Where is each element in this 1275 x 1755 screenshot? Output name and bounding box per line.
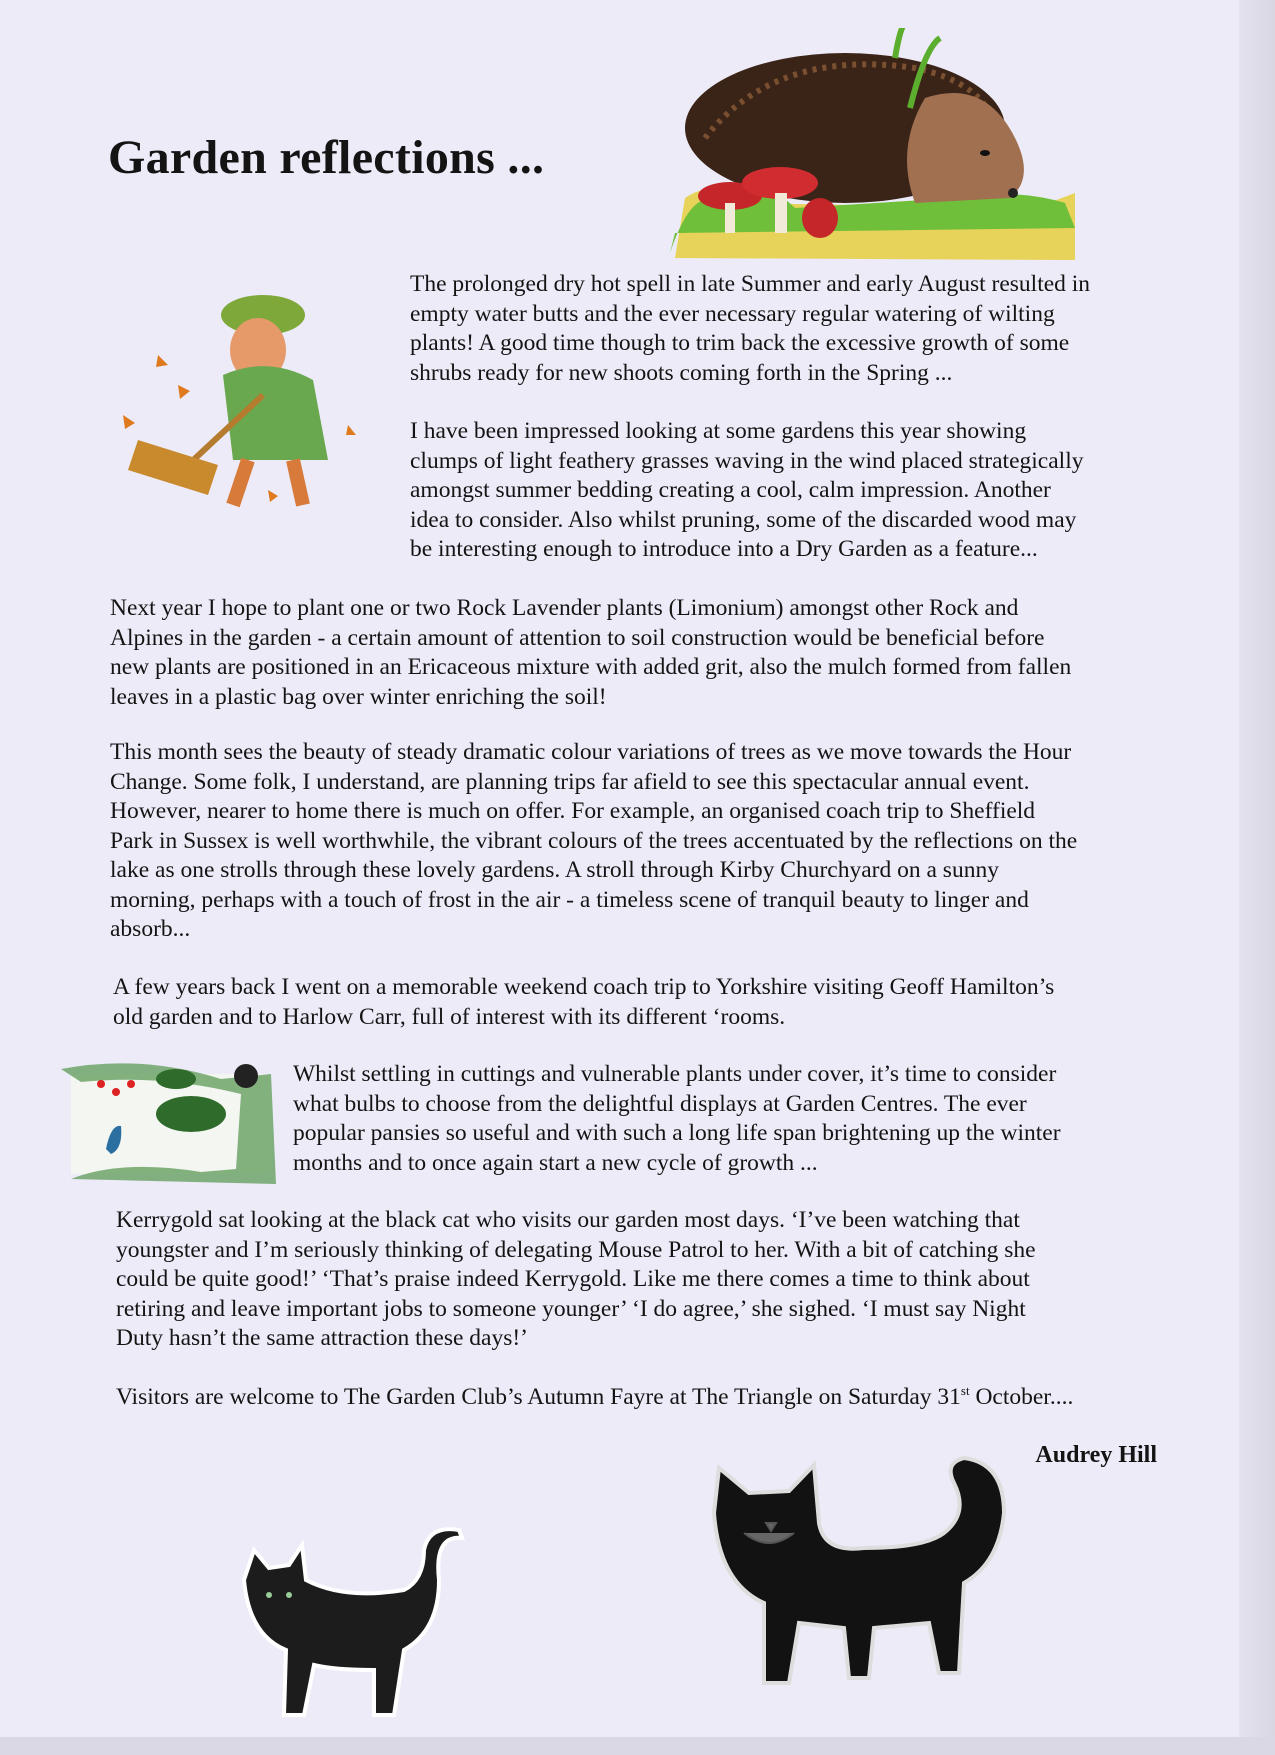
page-title: Garden reflections ... <box>108 131 545 184</box>
text-line: idea to consider. Also whilst pruning, some of the discarded wood may <box>410 506 1077 533</box>
page-bottom-edge <box>0 1737 1275 1755</box>
paragraph-dry-spell <box>410 270 1090 388</box>
ordinal-suffix: st <box>960 1383 970 1399</box>
text-line: could be quite good!’ ‘That’s praise indeed Kerrygold. Like me there comes a time to think about <box>116 1266 1030 1292</box>
text-line: retiring and leave important jobs to someone younger’ ‘I do agree,’ she sighed. ‘I must say Night <box>116 1295 1026 1322</box>
text-line: Whilst settling in cuttings and vulnerable plants under cover, it’s time to consider <box>293 1061 1057 1087</box>
text-line: However, nearer to home there is much on offer. For example, an organised coach trip to Sheffield <box>110 798 1036 824</box>
text-fragment: Visitors are welcome to The Garden Club’s Autumn Fayre at The Triangle on Saturday 31 <box>116 1384 961 1410</box>
text-line: absorb... <box>110 916 191 942</box>
hedgehog-illustration <box>655 28 1085 266</box>
text-line: amongst summer bedding creating a cool, calm impression. Another <box>410 477 1051 503</box>
text-line: be interesting enough to introduce into a Dry Garden as a feature... <box>410 536 1038 562</box>
text-line: months and to once again start a new cycle of growth ... <box>293 1149 818 1176</box>
paragraph-autumn-colours <box>110 738 1077 945</box>
text-line: This month sees the beauty of steady dramatic colour variations of trees as we move towards the Hour <box>110 739 1072 765</box>
paragraph-kerrygold <box>116 1206 1036 1354</box>
text-line: shrubs ready for new shoots coming forth in the Spring ... <box>410 359 953 386</box>
text-line: Park in Sussex is well worthwhile, the vibrant colours of the trees accentuated by the reflections on the <box>110 827 1078 854</box>
paragraph-yorkshire-trip <box>113 973 1054 1032</box>
tree-bird-cat-illustration <box>61 1054 283 1189</box>
page-edge <box>1239 0 1275 1755</box>
text-line: The prolonged dry hot spell in late Summer and early August resulted in <box>410 271 1091 297</box>
text-line: I have been impressed looking at some gardens this year showing <box>410 418 1027 444</box>
text-line: Next year I hope to plant one or two Rock Lavender plants (Limonium) amongst other Rock and <box>110 595 1019 621</box>
text-line: Change. Some folk, I understand, are planning trips far afield to see this spectacular annual event. <box>110 768 1030 795</box>
text-line: A few years back I went on a memorable weekend coach trip to Yorkshire visiting Geoff Hamilton’s <box>113 974 1055 1000</box>
text-line: popular pansies so useful and with such a long life span brightening up the winter <box>293 1120 1061 1146</box>
paragraph-bulbs <box>293 1060 1061 1178</box>
text-line: Alpines in the garden - a certain amount of attention to soil construction would be beneficial before <box>110 624 1045 651</box>
text-line: empty water butts and the ever necessary regular watering of wilting <box>410 300 1055 327</box>
text-line: old garden and to Harlow Carr, full of interest with its different ‘rooms. <box>113 1003 786 1030</box>
text-line: morning, perhaps with a touch of frost in the air - a timeless scene of tranquil beauty to linger and <box>110 886 1029 913</box>
leaf-sweeper-illustration <box>118 295 378 517</box>
text-line: leaves in a plastic bag over winter enriching the soil! <box>110 683 607 710</box>
paragraph-autumn-fayre <box>116 1383 1073 1413</box>
paragraph-grasses <box>410 417 1083 565</box>
author-signature: Audrey Hill <box>1035 1442 1157 1468</box>
text-line: new plants are positioned in an Ericaceous mixture with added grit, also the mulch formed from fallen <box>110 654 1072 680</box>
walking-black-cat-illustration <box>224 1520 484 1725</box>
text-fragment: October.... <box>969 1384 1074 1410</box>
smiling-black-cat-illustration <box>704 1453 1024 1703</box>
text-line: what bulbs to choose from the delightful displays at Garden Centres. The ever <box>293 1090 1027 1117</box>
text-line: plants! A good time though to trim back the excessive growth of some <box>410 330 1070 356</box>
paragraph-rock-lavender <box>110 594 1071 712</box>
text-line: Kerrygold sat looking at the black cat who visits our garden most days. ‘I’ve been watching that <box>116 1207 1020 1233</box>
text-line: Duty hasn’t the same attraction these days!’ <box>116 1325 528 1351</box>
text-line: lake as one strolls through these lovely gardens. A stroll through Kirby Churchyard on a sunny <box>110 857 999 883</box>
text-line: clumps of light feathery grasses waving in the wind placed strategically <box>410 447 1084 474</box>
text-line: youngster and I’m seriously thinking of delegating Mouse Patrol to her. With a bit of catching she <box>116 1236 1036 1263</box>
